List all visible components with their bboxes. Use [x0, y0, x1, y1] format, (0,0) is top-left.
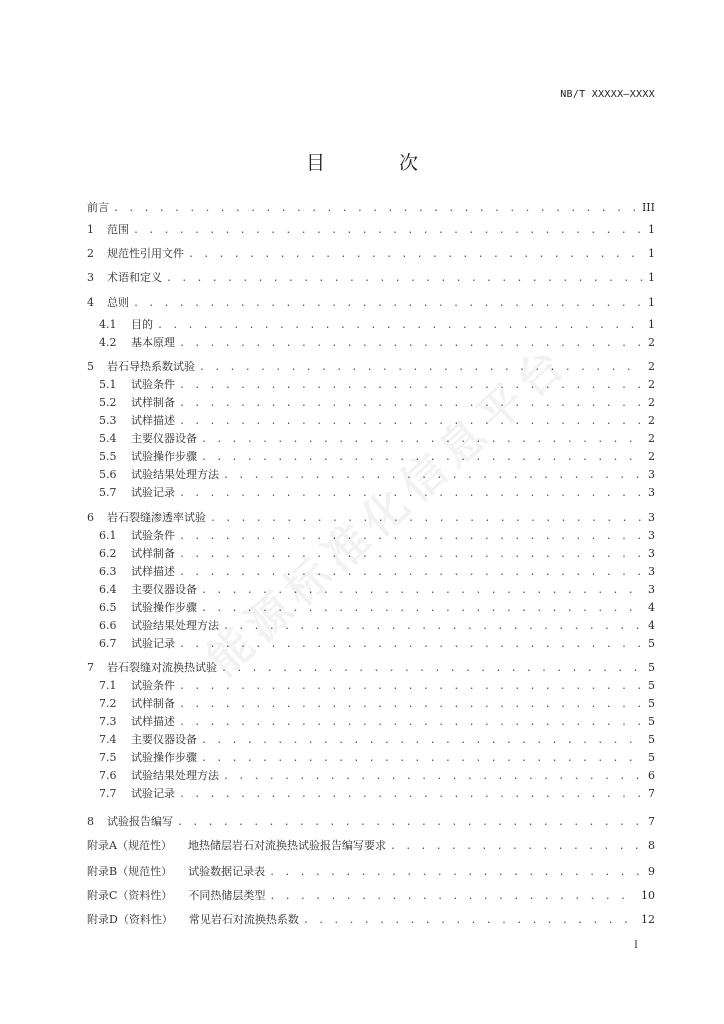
- toc-entry-number: 5.7: [99, 486, 117, 499]
- toc-entry[interactable]: [99, 696, 655, 712]
- toc-entry-page: 8: [648, 839, 655, 852]
- toc-leader-dots: [201, 601, 643, 617]
- toc-leader-dots: [390, 839, 643, 855]
- toc-entry[interactable]: [87, 295, 655, 311]
- toc-entry-page: 5: [648, 733, 655, 746]
- toc-entry-page: 2: [648, 432, 655, 445]
- toc-entry-number: 5.4: [99, 432, 117, 445]
- toc-entry-label: 试验报告编写: [107, 815, 173, 828]
- toc-leader-dots: [210, 511, 643, 527]
- toc-entry[interactable]: [99, 377, 655, 393]
- toc-entry-page: 9: [648, 865, 655, 878]
- toc-entry-number: 5: [87, 360, 94, 373]
- toc-entry-label: 术语和定义: [107, 271, 162, 284]
- toc-entry[interactable]: [99, 317, 655, 333]
- toc-entry[interactable]: [99, 528, 655, 544]
- toc-entry-label: 试样描述: [131, 414, 175, 427]
- toc-entry[interactable]: [99, 485, 655, 501]
- toc-entry[interactable]: [99, 395, 655, 411]
- toc-entry-number: 5.6: [99, 468, 117, 481]
- toc-leader-dots: [179, 486, 643, 502]
- toc-entry-label: 范围: [107, 223, 129, 236]
- toc-entry-number: 4.1: [99, 318, 117, 331]
- toc-entry-number: 7.7: [99, 787, 117, 800]
- toc-entry-number: 5.5: [99, 450, 117, 463]
- toc-entry[interactable]: [99, 413, 655, 429]
- toc-leader-dots: [188, 247, 643, 263]
- toc-entry-number: 7.6: [99, 769, 117, 782]
- toc-leader-dots: [269, 889, 637, 905]
- toc-entry-label: 总则: [107, 296, 129, 309]
- toc-entry-label: 地热储层岩石对流换热试验报告编写要求: [187, 839, 386, 852]
- toc-leader-dots: [199, 360, 643, 376]
- toc-entry-number: 7.5: [99, 751, 117, 764]
- toc-entry[interactable]: [99, 449, 655, 465]
- toc-entry-number: 6.1: [99, 529, 117, 542]
- toc-entry[interactable]: [99, 768, 655, 784]
- toc-entry-page: 5: [648, 751, 655, 764]
- toc-entry-label: 试验条件: [131, 529, 175, 542]
- toc-entry-page: 5: [648, 679, 655, 692]
- toc-entry-page: 7: [648, 787, 655, 800]
- toc-leader-dots: [113, 201, 638, 217]
- toc-entry[interactable]: [87, 246, 655, 262]
- toc-leader-dots: [133, 223, 643, 239]
- toc-entry-number: 2: [87, 247, 94, 260]
- toc-entry-page: 3: [648, 583, 655, 596]
- toc-entry[interactable]: [87, 359, 655, 375]
- toc-entry-label: 不同热储层类型: [188, 889, 266, 902]
- toc-entry[interactable]: [99, 750, 655, 766]
- toc-entry-page: 1: [648, 271, 655, 284]
- toc-entry-number: 附录D（资料性）: [87, 913, 173, 926]
- toc-entry-label: 试样制备: [131, 697, 175, 710]
- toc-leader-dots: [179, 414, 643, 430]
- toc-leader-dots: [179, 637, 643, 653]
- toc-entry-label: 试样描述: [131, 565, 175, 578]
- toc-entry[interactable]: [87, 222, 655, 238]
- toc-entry[interactable]: [87, 912, 655, 928]
- toc-entry-page: III: [641, 201, 655, 214]
- toc-entry-number: 8: [87, 815, 94, 828]
- toc-leader-dots: [201, 432, 643, 448]
- toc-entry-number: 6.5: [99, 601, 117, 614]
- toc-leader-dots: [221, 661, 643, 677]
- toc-entry-number: 5.2: [99, 396, 117, 409]
- toc-leader-dots: [303, 913, 637, 929]
- toc-leader-dots: [269, 865, 643, 881]
- toc-entry[interactable]: [99, 636, 655, 652]
- toc-leader-dots: [201, 450, 643, 466]
- toc-entry[interactable]: [99, 678, 655, 694]
- toc-entry-label: 试验结果处理方法: [131, 619, 219, 632]
- toc-entry-number: 6.6: [99, 619, 117, 632]
- toc-entry-page: 7: [648, 815, 655, 828]
- toc-entry-page: 3: [648, 486, 655, 499]
- toc-entry-page: 5: [648, 637, 655, 650]
- toc-entry[interactable]: [87, 864, 655, 880]
- toc-entry-number: 7.2: [99, 697, 117, 710]
- toc-leader-dots: [177, 815, 643, 831]
- toc-leader-dots: [179, 565, 643, 581]
- toc-entry[interactable]: [99, 786, 655, 802]
- toc-entry-number: 5.1: [99, 378, 117, 391]
- toc-entry[interactable]: [99, 732, 655, 748]
- toc-leader-dots: [179, 396, 643, 412]
- toc-leader-dots: [166, 271, 643, 287]
- toc-entry-label: 试验结果处理方法: [131, 468, 219, 481]
- toc-entry[interactable]: [87, 270, 655, 286]
- toc-entry-page: 2: [648, 414, 655, 427]
- toc-leader-dots: [133, 296, 643, 312]
- toc-entry-label: 前言: [87, 201, 109, 214]
- toc-entry-page: 1: [648, 318, 655, 331]
- toc-entry-number: 7: [87, 661, 94, 674]
- toc-entry[interactable]: [99, 335, 655, 351]
- toc-entry-page: 1: [648, 247, 655, 260]
- toc-entry-page: 3: [648, 565, 655, 578]
- toc-entry-number: 3: [87, 271, 94, 284]
- toc-entry[interactable]: [87, 200, 655, 216]
- toc-leader-dots: [157, 318, 643, 334]
- toc-entry[interactable]: [87, 838, 655, 854]
- toc-entry-label: 试样描述: [131, 715, 175, 728]
- toc-entry-label: 试验操作步骤: [131, 601, 197, 614]
- toc-entry-label: 试验条件: [131, 679, 175, 692]
- toc-entry-label: 岩石导热系数试验: [107, 360, 195, 373]
- standard-code: NB/T XXXXX—XXXX: [560, 89, 655, 100]
- toc-entry-number: 6: [87, 511, 94, 524]
- toc-entry-page: 3: [648, 547, 655, 560]
- toc-entry-number: 4.2: [99, 336, 117, 349]
- toc-entry-number: 5.3: [99, 414, 117, 427]
- toc-entry-label: 试验数据记录表: [188, 865, 266, 878]
- toc-entry[interactable]: [99, 546, 655, 562]
- toc-entry-label: 主要仪器设备: [131, 432, 197, 445]
- toc-entry-label: 岩石裂缝渗透率试验: [107, 511, 206, 524]
- toc-leader-dots: [179, 378, 643, 394]
- toc-leader-dots: [179, 697, 643, 713]
- toc-entry-page: 2: [648, 336, 655, 349]
- toc-entry[interactable]: [87, 888, 655, 904]
- toc-leader-dots: [179, 787, 643, 803]
- toc-leader-dots: [179, 529, 643, 545]
- toc-entry-page: 5: [648, 697, 655, 710]
- toc-entry-label: 岩石裂缝对流换热试验: [107, 661, 217, 674]
- toc-leader-dots: [201, 583, 643, 599]
- toc-entry-label: 试验记录: [131, 787, 175, 800]
- toc-entry-number: 6.3: [99, 565, 117, 578]
- toc-entry-label: 试验操作步骤: [131, 450, 197, 463]
- toc-entry[interactable]: [99, 582, 655, 598]
- toc-entry-label: 试验操作步骤: [131, 751, 197, 764]
- toc-entry-number: 附录A（规范性）: [87, 839, 172, 852]
- toc-leader-dots: [201, 751, 643, 767]
- toc-entry[interactable]: [87, 814, 655, 830]
- toc-entry-label: 常见岩石对流换热系数: [188, 913, 299, 926]
- toc-entry[interactable]: [99, 714, 655, 730]
- toc-entry-number: 附录B（规范性）: [87, 865, 173, 878]
- toc-entry[interactable]: [99, 618, 655, 634]
- toc-entry-label: 试验结果处理方法: [131, 769, 219, 782]
- toc-entry-label: 主要仪器设备: [131, 733, 197, 746]
- page-number: I: [634, 940, 638, 951]
- toc-leader-dots: [179, 715, 643, 731]
- toc-leader-dots: [179, 336, 643, 352]
- toc-leader-dots: [223, 769, 643, 785]
- toc-entry-page: 6: [648, 769, 655, 782]
- toc-entry[interactable]: [87, 510, 655, 526]
- toc-entry-page: 2: [648, 450, 655, 463]
- toc-entry[interactable]: [99, 431, 655, 447]
- toc-leader-dots: [223, 468, 643, 484]
- toc-entry-page: 3: [648, 468, 655, 481]
- toc-entry-page: 12: [641, 913, 655, 926]
- toc-entry-number: 4: [87, 296, 94, 309]
- toc-entry[interactable]: [99, 467, 655, 483]
- toc-entry-label: 试样制备: [131, 547, 175, 560]
- toc-entry-label: 试验条件: [131, 378, 175, 391]
- toc-entry-number: 7.3: [99, 715, 117, 728]
- toc-entry-page: 3: [648, 511, 655, 524]
- toc-entry-label: 主要仪器设备: [131, 583, 197, 596]
- toc-entry[interactable]: [99, 564, 655, 580]
- toc-leader-dots: [179, 679, 643, 695]
- toc-entry-label: 目的: [131, 318, 153, 331]
- toc-entry-number: 6.2: [99, 547, 117, 560]
- toc-entry-number: 附录C（资料性）: [87, 889, 173, 902]
- toc-entry-number: 6.4: [99, 583, 117, 596]
- toc-entry-page: 4: [648, 601, 655, 614]
- toc-entry-page: 10: [641, 889, 655, 902]
- toc-entry-number: 1: [87, 223, 94, 236]
- toc-entry[interactable]: [87, 660, 655, 676]
- toc-entry[interactable]: [99, 600, 655, 616]
- watermark: 能源标准化信息平台: [197, 335, 580, 687]
- toc-entry-label: 试验记录: [131, 486, 175, 499]
- toc-entry-number: 7.4: [99, 733, 117, 746]
- toc-entry-label: 试验记录: [131, 637, 175, 650]
- toc-entry-label: 试样制备: [131, 396, 175, 409]
- page-title: 目 次: [305, 152, 453, 174]
- toc-entry-page: 2: [648, 360, 655, 373]
- toc-entry-number: 7.1: [99, 679, 117, 692]
- toc-entry-page: 4: [648, 619, 655, 632]
- toc-entry-label: 基本原理: [131, 336, 175, 349]
- toc-entry-page: 1: [648, 223, 655, 236]
- toc-entry-page: 2: [648, 378, 655, 391]
- toc-leader-dots: [179, 547, 643, 563]
- toc-entry-page: 5: [648, 715, 655, 728]
- toc-entry-page: 3: [648, 529, 655, 542]
- toc-entry-page: 5: [648, 661, 655, 674]
- toc-entry-page: 1: [648, 296, 655, 309]
- toc-entry-number: 6.7: [99, 637, 117, 650]
- toc-leader-dots: [201, 733, 643, 749]
- toc-entry-page: 2: [648, 396, 655, 409]
- toc-leader-dots: [223, 619, 643, 635]
- toc-entry-label: 规范性引用文件: [107, 247, 184, 260]
